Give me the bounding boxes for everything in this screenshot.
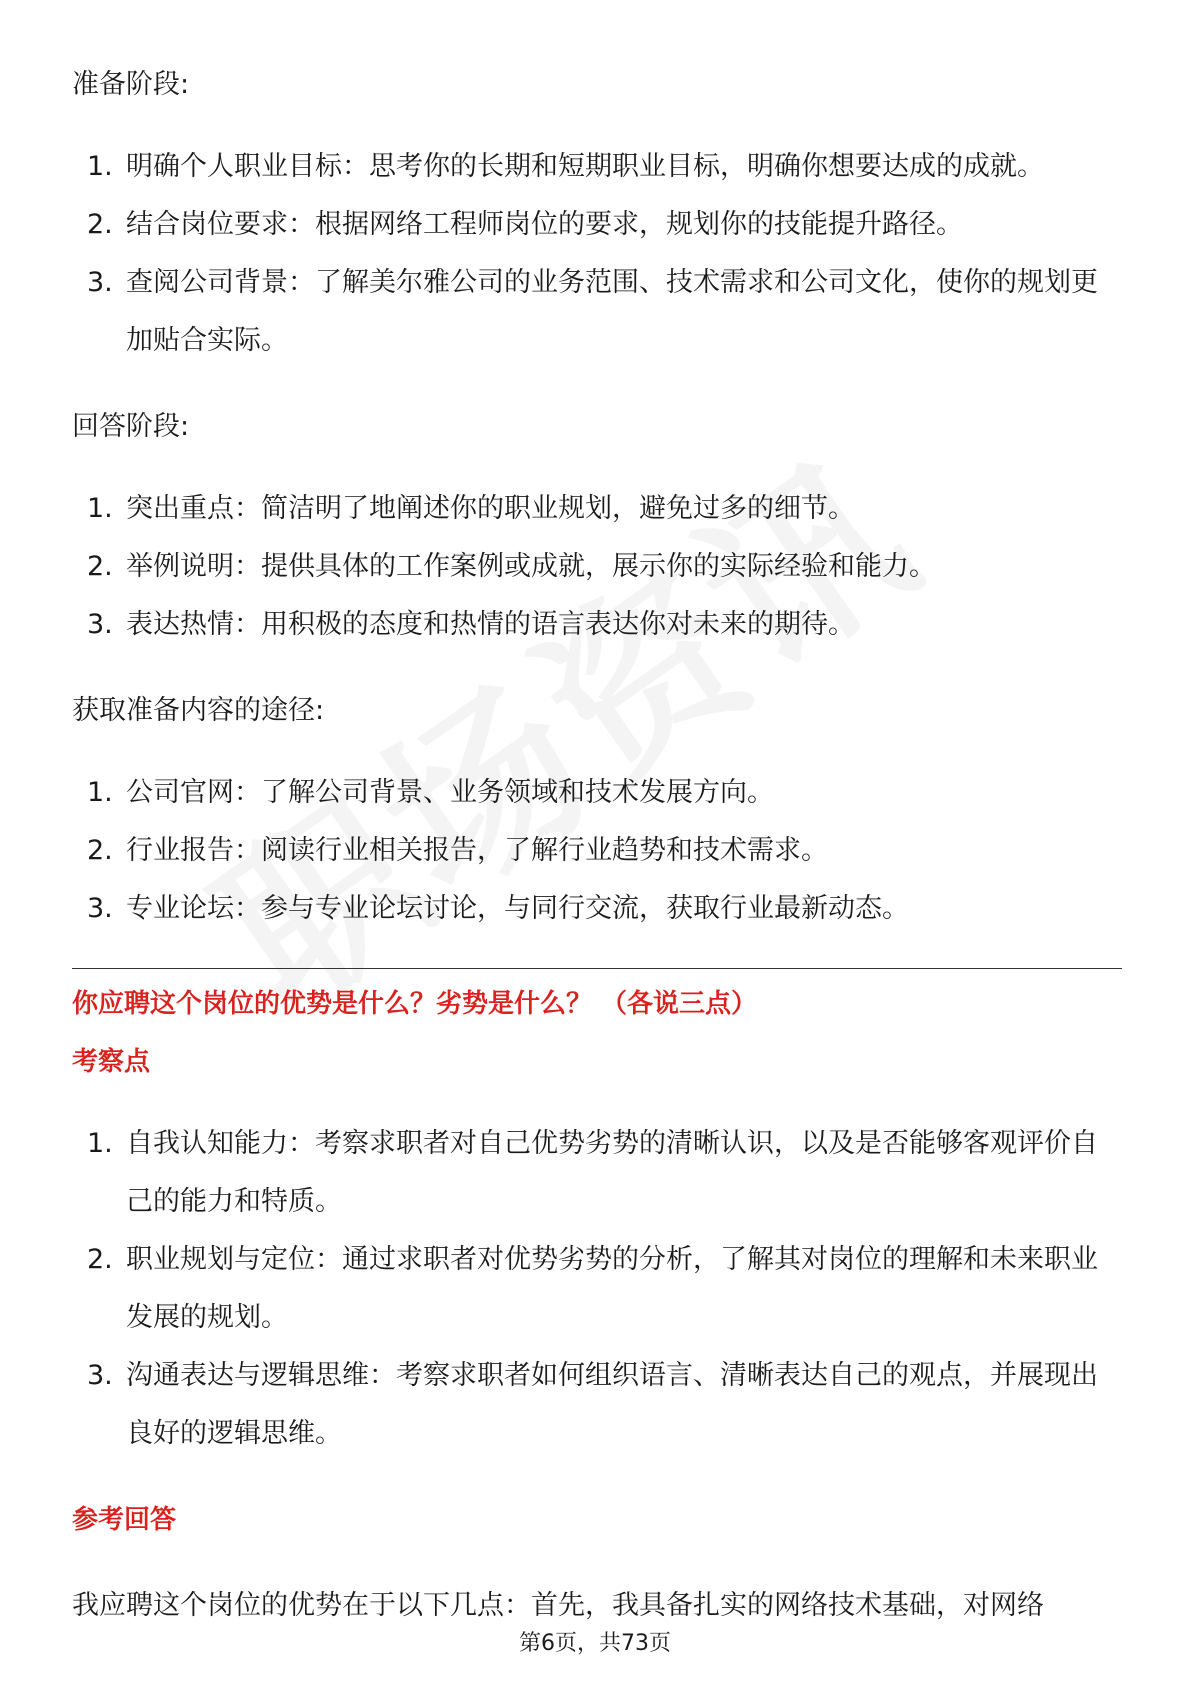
section-heading-prepare: 准备阶段: — [72, 69, 190, 100]
answer-list — [72, 480, 1122, 654]
answer-paragraph: 我应聘这个岗位的优势在于以下几点：首先，我具备扎实的网络技术基础，对网络 — [72, 1590, 1044, 1621]
list-number: 1. — [87, 493, 113, 524]
list-item-text: 举例说明：提供具体的工作案例或成就，展示你的实际经验和能力。 — [126, 551, 936, 582]
list-item-text: 明确个人职业目标：思考你的长期和短期职业目标，明确你想要达成的成就。 — [126, 151, 1044, 182]
list-number: 3. — [87, 609, 113, 640]
list-number: 2. — [87, 209, 113, 240]
list-item-text: 自我认知能力：考察求职者对自己优势劣势的清晰认识，以及是否能够客观评价自己的能力和特质。 — [126, 1128, 1098, 1217]
list-item — [72, 1231, 1122, 1347]
list-number: 3. — [87, 267, 113, 298]
points-list — [72, 1115, 1122, 1463]
section-heading-answer: 回答阶段: — [72, 411, 190, 442]
list-number: 1. — [87, 777, 113, 808]
list-item — [72, 822, 1122, 880]
list-item — [72, 538, 1122, 596]
list-item — [72, 254, 1122, 370]
question-title: 你应聘这个岗位的优势是什么？劣势是什么？ （各说三点） — [72, 989, 758, 1019]
list-item — [72, 596, 1122, 654]
list-item-text: 公司官网：了解公司背景、业务领域和技术发展方向。 — [126, 777, 774, 808]
list-number: 1. — [87, 151, 113, 182]
section-divider — [72, 968, 1122, 969]
list-item-text: 表达热情：用积极的态度和热情的语言表达你对未来的期待。 — [126, 609, 855, 640]
list-item — [72, 196, 1122, 254]
document-body — [72, 56, 1122, 1635]
list-number: 2. — [87, 1244, 113, 1275]
list-number: 3. — [87, 893, 113, 924]
sources-list — [72, 764, 1122, 938]
list-item — [72, 764, 1122, 822]
list-item-text: 专业论坛：参与专业论坛讨论，与同行交流，获取行业最新动态。 — [126, 893, 909, 924]
list-item — [72, 138, 1122, 196]
section-heading-sources: 获取准备内容的途径: — [72, 695, 325, 726]
list-number: 2. — [87, 551, 113, 582]
list-item — [72, 1115, 1122, 1231]
list-item-text: 职业规划与定位：通过求职者对优势劣势的分析，了解其对岗位的理解和未来职业发展的规划。 — [126, 1244, 1098, 1333]
list-item — [72, 880, 1122, 938]
list-number: 2. — [87, 835, 113, 866]
list-item-text: 结合岗位要求：根据网络工程师岗位的要求，规划你的技能提升路径。 — [126, 209, 963, 240]
list-item — [72, 1347, 1122, 1463]
list-item-text: 沟通表达与逻辑思维：考察求职者如何组织语言、清晰表达自己的观点，并展现出良好的逻辑思维。 — [126, 1360, 1098, 1449]
list-number: 1. — [87, 1128, 113, 1159]
list-number: 3. — [87, 1360, 113, 1391]
page-number: 第6页，共73页 — [519, 1631, 671, 1656]
list-item-text: 查阅公司背景：了解美尔雅公司的业务范围、技术需求和公司文化，使你的规划更加贴合实际。 — [126, 267, 1098, 356]
list-item-text: 突出重点：简洁明了地阐述你的职业规划，避免过多的细节。 — [126, 493, 855, 524]
list-item-text: 行业报告：阅读行业相关报告，了解行业趋势和技术需求。 — [126, 835, 828, 866]
prepare-list — [72, 138, 1122, 370]
list-item — [72, 480, 1122, 538]
answer-label: 参考回答 — [72, 1505, 177, 1535]
points-label: 考察点 — [72, 1047, 151, 1077]
